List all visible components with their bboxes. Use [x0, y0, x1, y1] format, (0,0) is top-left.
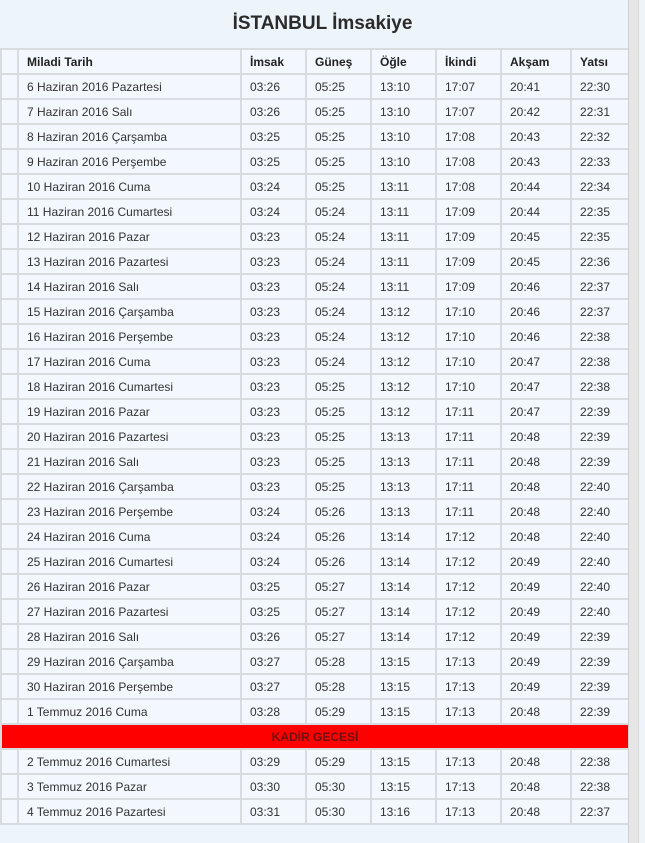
date-cell: 19 Haziran 2016 Pazar [18, 399, 241, 424]
imsak-time-cell: 03:24 [241, 174, 306, 199]
gunes-time-cell: 05:25 [306, 74, 371, 99]
imsak-time-cell: 03:26 [241, 74, 306, 99]
yatsi-time-cell: 22:39 [571, 699, 629, 724]
ogle-time-cell: 13:11 [371, 249, 436, 274]
ogle-time-cell: 13:15 [371, 674, 436, 699]
date-cell: 16 Haziran 2016 Perşembe [18, 324, 241, 349]
gunes-time-cell: 05:24 [306, 249, 371, 274]
ogle-time-cell: 13:14 [371, 549, 436, 574]
gunes-time-cell: 05:27 [306, 574, 371, 599]
aksam-time-cell: 20:49 [501, 549, 571, 574]
ikindi-time-cell: 17:09 [436, 249, 501, 274]
table-row [1, 524, 629, 549]
table-row [1, 799, 629, 824]
row-spacer-cell [1, 799, 18, 824]
imsak-time-cell: 03:23 [241, 399, 306, 424]
table-row [1, 374, 629, 399]
table-row [1, 199, 629, 224]
date-cell: 18 Haziran 2016 Cumartesi [18, 374, 241, 399]
page-title: İSTANBUL İmsakiye [0, 0, 645, 48]
imsak-time-cell: 03:23 [241, 324, 306, 349]
row-spacer-cell [1, 649, 18, 674]
imsak-time-cell: 03:24 [241, 524, 306, 549]
aksam-time-cell: 20:49 [501, 624, 571, 649]
ogle-time-cell: 13:12 [371, 349, 436, 374]
header-row [1, 49, 629, 74]
date-cell: 23 Haziran 2016 Perşembe [18, 499, 241, 524]
date-cell: 2 Temmuz 2016 Cumartesi [18, 749, 241, 774]
ogle-time-cell: 13:10 [371, 99, 436, 124]
date-cell: 21 Haziran 2016 Salı [18, 449, 241, 474]
yatsi-time-cell: 22:30 [571, 74, 629, 99]
ogle-time-cell: 13:13 [371, 424, 436, 449]
yatsi-time-cell: 22:39 [571, 449, 629, 474]
table-row [1, 124, 629, 149]
date-cell: 11 Haziran 2016 Cumartesi [18, 199, 241, 224]
date-cell: 3 Temmuz 2016 Pazar [18, 774, 241, 799]
yatsi-time-cell: 22:39 [571, 649, 629, 674]
aksam-time-cell: 20:46 [501, 299, 571, 324]
aksam-time-cell: 20:46 [501, 274, 571, 299]
ikindi-time-cell: 17:09 [436, 224, 501, 249]
ogle-time-cell: 13:10 [371, 124, 436, 149]
gunes-time-cell: 05:25 [306, 124, 371, 149]
imsak-time-cell: 03:27 [241, 649, 306, 674]
table-row [1, 699, 629, 724]
row-spacer-cell [1, 224, 18, 249]
row-spacer-cell [1, 274, 18, 299]
gunes-time-cell: 05:28 [306, 649, 371, 674]
yatsi-time-cell: 22:34 [571, 174, 629, 199]
row-spacer-cell [1, 524, 18, 549]
row-spacer-cell [1, 249, 18, 274]
gunes-time-cell: 05:27 [306, 624, 371, 649]
yatsi-time-cell: 22:37 [571, 799, 629, 824]
kadir-gecesi-banner: KADİR GECESİ [1, 724, 629, 749]
imsak-time-cell: 03:23 [241, 274, 306, 299]
ogle-time-cell: 13:14 [371, 599, 436, 624]
table-row [1, 574, 629, 599]
table-row [1, 99, 629, 124]
date-cell: 1 Temmuz 2016 Cuma [18, 699, 241, 724]
col-header-ogle: Öğle [371, 49, 436, 74]
ogle-time-cell: 13:12 [371, 324, 436, 349]
ogle-time-cell: 13:14 [371, 624, 436, 649]
table-row [1, 274, 629, 299]
date-cell: 14 Haziran 2016 Salı [18, 274, 241, 299]
aksam-time-cell: 20:44 [501, 199, 571, 224]
aksam-time-cell: 20:48 [501, 474, 571, 499]
yatsi-time-cell: 22:35 [571, 199, 629, 224]
row-spacer-cell [1, 74, 18, 99]
yatsi-time-cell: 22:38 [571, 774, 629, 799]
table-row [1, 424, 629, 449]
aksam-time-cell: 20:42 [501, 99, 571, 124]
aksam-time-cell: 20:48 [501, 799, 571, 824]
gunes-time-cell: 05:25 [306, 474, 371, 499]
yatsi-time-cell: 22:40 [571, 474, 629, 499]
date-cell: 26 Haziran 2016 Pazar [18, 574, 241, 599]
row-spacer-cell [1, 199, 18, 224]
gunes-time-cell: 05:25 [306, 99, 371, 124]
ikindi-time-cell: 17:11 [436, 474, 501, 499]
gunes-time-cell: 05:24 [306, 299, 371, 324]
imsak-time-cell: 03:29 [241, 749, 306, 774]
yatsi-time-cell: 22:39 [571, 624, 629, 649]
date-cell: 29 Haziran 2016 Çarşamba [18, 649, 241, 674]
ogle-time-cell: 13:10 [371, 74, 436, 99]
aksam-time-cell: 20:49 [501, 574, 571, 599]
ogle-time-cell: 13:13 [371, 499, 436, 524]
row-spacer-cell [1, 174, 18, 199]
yatsi-time-cell: 22:35 [571, 224, 629, 249]
date-cell: 25 Haziran 2016 Cumartesi [18, 549, 241, 574]
imsak-time-cell: 03:24 [241, 549, 306, 574]
row-spacer-cell [1, 549, 18, 574]
ikindi-time-cell: 17:08 [436, 124, 501, 149]
yatsi-time-cell: 22:40 [571, 549, 629, 574]
ikindi-time-cell: 17:11 [436, 449, 501, 474]
ogle-time-cell: 13:10 [371, 149, 436, 174]
ikindi-time-cell: 17:08 [436, 149, 501, 174]
ikindi-time-cell: 17:13 [436, 774, 501, 799]
gunes-time-cell: 05:26 [306, 499, 371, 524]
gunes-time-cell: 05:29 [306, 749, 371, 774]
row-spacer-cell [1, 474, 18, 499]
table-row [1, 299, 629, 324]
aksam-time-cell: 20:44 [501, 174, 571, 199]
gunes-time-cell: 05:25 [306, 149, 371, 174]
date-cell: 28 Haziran 2016 Salı [18, 624, 241, 649]
aksam-time-cell: 20:41 [501, 74, 571, 99]
yatsi-time-cell: 22:38 [571, 349, 629, 374]
yatsi-time-cell: 22:40 [571, 599, 629, 624]
col-header-ikindi: İkindi [436, 49, 501, 74]
row-spacer-cell [1, 699, 18, 724]
ikindi-time-cell: 17:11 [436, 499, 501, 524]
ikindi-time-cell: 17:13 [436, 799, 501, 824]
row-spacer-cell [1, 149, 18, 174]
row-spacer-cell [1, 674, 18, 699]
aksam-time-cell: 20:49 [501, 649, 571, 674]
gunes-time-cell: 05:24 [306, 324, 371, 349]
imsak-time-cell: 03:23 [241, 249, 306, 274]
date-cell: 13 Haziran 2016 Pazartesi [18, 249, 241, 274]
ogle-time-cell: 13:12 [371, 299, 436, 324]
aksam-time-cell: 20:43 [501, 124, 571, 149]
ikindi-time-cell: 17:09 [436, 274, 501, 299]
gunes-time-cell: 05:24 [306, 349, 371, 374]
gunes-time-cell: 05:27 [306, 599, 371, 624]
imsak-time-cell: 03:26 [241, 624, 306, 649]
ogle-time-cell: 13:16 [371, 799, 436, 824]
yatsi-time-cell: 22:32 [571, 124, 629, 149]
row-spacer-cell [1, 499, 18, 524]
yatsi-time-cell: 22:38 [571, 324, 629, 349]
gunes-time-cell: 05:29 [306, 699, 371, 724]
ogle-time-cell: 13:11 [371, 274, 436, 299]
table-row [1, 74, 629, 99]
date-cell: 22 Haziran 2016 Çarşamba [18, 474, 241, 499]
date-cell: 4 Temmuz 2016 Pazartesi [18, 799, 241, 824]
date-cell: 8 Haziran 2016 Çarşamba [18, 124, 241, 149]
aksam-time-cell: 20:43 [501, 149, 571, 174]
ikindi-time-cell: 17:10 [436, 299, 501, 324]
ogle-time-cell: 13:15 [371, 649, 436, 674]
imsak-time-cell: 03:26 [241, 99, 306, 124]
imsak-time-cell: 03:23 [241, 349, 306, 374]
date-cell: 7 Haziran 2016 Salı [18, 99, 241, 124]
aksam-time-cell: 20:48 [501, 449, 571, 474]
row-spacer-cell [1, 124, 18, 149]
ikindi-time-cell: 17:11 [436, 399, 501, 424]
gunes-time-cell: 05:26 [306, 524, 371, 549]
imsak-time-cell: 03:23 [241, 474, 306, 499]
row-spacer-cell [1, 574, 18, 599]
table-row [1, 449, 629, 474]
imsak-time-cell: 03:23 [241, 299, 306, 324]
gunes-time-cell: 05:28 [306, 674, 371, 699]
ikindi-time-cell: 17:12 [436, 549, 501, 574]
col-header-gunes: Güneş [306, 49, 371, 74]
imsak-time-cell: 03:30 [241, 774, 306, 799]
gunes-time-cell: 05:25 [306, 399, 371, 424]
ogle-time-cell: 13:15 [371, 699, 436, 724]
aksam-time-cell: 20:48 [501, 774, 571, 799]
gunes-time-cell: 05:24 [306, 224, 371, 249]
row-spacer-cell [1, 774, 18, 799]
ikindi-time-cell: 17:10 [436, 374, 501, 399]
gunes-time-cell: 05:25 [306, 449, 371, 474]
ogle-time-cell: 13:14 [371, 524, 436, 549]
gunes-time-cell: 05:30 [306, 799, 371, 824]
aksam-time-cell: 20:47 [501, 349, 571, 374]
ogle-time-cell: 13:11 [371, 199, 436, 224]
table-row [1, 774, 629, 799]
row-spacer-cell [1, 299, 18, 324]
imsak-time-cell: 03:28 [241, 699, 306, 724]
imsak-time-cell: 03:31 [241, 799, 306, 824]
imsak-time-cell: 03:27 [241, 674, 306, 699]
aksam-time-cell: 20:49 [501, 674, 571, 699]
table-row [1, 549, 629, 574]
ogle-time-cell: 13:12 [371, 374, 436, 399]
aksam-time-cell: 20:45 [501, 224, 571, 249]
ikindi-time-cell: 17:10 [436, 324, 501, 349]
ikindi-time-cell: 17:13 [436, 674, 501, 699]
yatsi-time-cell: 22:40 [571, 524, 629, 549]
ikindi-time-cell: 17:07 [436, 74, 501, 99]
ogle-time-cell: 13:13 [371, 474, 436, 499]
ikindi-time-cell: 17:08 [436, 174, 501, 199]
imsak-time-cell: 03:25 [241, 149, 306, 174]
yatsi-time-cell: 22:37 [571, 299, 629, 324]
gunes-time-cell: 05:25 [306, 374, 371, 399]
ikindi-time-cell: 17:12 [436, 599, 501, 624]
imsak-time-cell: 03:24 [241, 499, 306, 524]
imsak-time-cell: 03:23 [241, 374, 306, 399]
ogle-time-cell: 13:11 [371, 224, 436, 249]
gunes-time-cell: 05:25 [306, 424, 371, 449]
table-row [1, 149, 629, 174]
col-header-imsak: İmsak [241, 49, 306, 74]
ikindi-time-cell: 17:12 [436, 624, 501, 649]
col-header-yatsi: Yatsı [571, 49, 629, 74]
ikindi-time-cell: 17:09 [436, 199, 501, 224]
date-cell: 20 Haziran 2016 Pazartesi [18, 424, 241, 449]
row-spacer-cell [1, 749, 18, 774]
scrollbar-track[interactable] [628, 0, 639, 843]
ogle-time-cell: 13:15 [371, 749, 436, 774]
table-row [1, 474, 629, 499]
special-row [1, 724, 629, 749]
yatsi-time-cell: 22:40 [571, 499, 629, 524]
aksam-time-cell: 20:45 [501, 249, 571, 274]
aksam-time-cell: 20:48 [501, 524, 571, 549]
yatsi-time-cell: 22:31 [571, 99, 629, 124]
table-row [1, 174, 629, 199]
yatsi-time-cell: 22:38 [571, 749, 629, 774]
date-cell: 6 Haziran 2016 Pazartesi [18, 74, 241, 99]
ogle-time-cell: 13:14 [371, 574, 436, 599]
ikindi-time-cell: 17:07 [436, 99, 501, 124]
prayer-times-table [0, 48, 630, 825]
yatsi-time-cell: 22:39 [571, 674, 629, 699]
yatsi-time-cell: 22:36 [571, 249, 629, 274]
ikindi-time-cell: 17:12 [436, 524, 501, 549]
date-cell: 30 Haziran 2016 Perşembe [18, 674, 241, 699]
imsak-time-cell: 03:23 [241, 224, 306, 249]
ogle-time-cell: 13:15 [371, 774, 436, 799]
date-cell: 15 Haziran 2016 Çarşamba [18, 299, 241, 324]
table-row [1, 624, 629, 649]
yatsi-time-cell: 22:38 [571, 374, 629, 399]
gunes-time-cell: 05:25 [306, 174, 371, 199]
yatsi-time-cell: 22:39 [571, 424, 629, 449]
date-cell: 9 Haziran 2016 Perşembe [18, 149, 241, 174]
aksam-time-cell: 20:46 [501, 324, 571, 349]
imsak-time-cell: 03:25 [241, 124, 306, 149]
col-header-aksam: Akşam [501, 49, 571, 74]
table-row [1, 324, 629, 349]
row-spacer-cell [1, 449, 18, 474]
table-row [1, 349, 629, 374]
table-row [1, 599, 629, 624]
date-cell: 24 Haziran 2016 Cuma [18, 524, 241, 549]
date-cell: 27 Haziran 2016 Pazartesi [18, 599, 241, 624]
ikindi-time-cell: 17:10 [436, 349, 501, 374]
aksam-time-cell: 20:48 [501, 424, 571, 449]
ikindi-time-cell: 17:13 [436, 649, 501, 674]
table-row [1, 674, 629, 699]
date-cell: 12 Haziran 2016 Pazar [18, 224, 241, 249]
ikindi-time-cell: 17:12 [436, 574, 501, 599]
gunes-time-cell: 05:24 [306, 199, 371, 224]
ogle-time-cell: 13:13 [371, 449, 436, 474]
yatsi-time-cell: 22:33 [571, 149, 629, 174]
aksam-time-cell: 20:49 [501, 599, 571, 624]
ikindi-time-cell: 17:13 [436, 749, 501, 774]
row-spacer-cell [1, 624, 18, 649]
row-spacer-cell [1, 349, 18, 374]
table-row [1, 249, 629, 274]
table-row [1, 649, 629, 674]
ikindi-time-cell: 17:13 [436, 699, 501, 724]
gunes-time-cell: 05:30 [306, 774, 371, 799]
yatsi-time-cell: 22:40 [571, 574, 629, 599]
gunes-time-cell: 05:24 [306, 274, 371, 299]
aksam-time-cell: 20:47 [501, 374, 571, 399]
imsak-time-cell: 03:23 [241, 424, 306, 449]
date-cell: 17 Haziran 2016 Cuma [18, 349, 241, 374]
row-spacer-cell [1, 399, 18, 424]
row-spacer-cell [1, 374, 18, 399]
ikindi-time-cell: 17:11 [436, 424, 501, 449]
aksam-time-cell: 20:47 [501, 399, 571, 424]
aksam-time-cell: 20:48 [501, 499, 571, 524]
ogle-time-cell: 13:11 [371, 174, 436, 199]
col-header-date: Miladi Tarih [18, 49, 241, 74]
yatsi-time-cell: 22:37 [571, 274, 629, 299]
imsak-time-cell: 03:25 [241, 599, 306, 624]
row-spacer-cell [1, 599, 18, 624]
gunes-time-cell: 05:26 [306, 549, 371, 574]
header-spacer-cell [1, 49, 18, 74]
ogle-time-cell: 13:12 [371, 399, 436, 424]
imsak-time-cell: 03:24 [241, 199, 306, 224]
table-row [1, 399, 629, 424]
row-spacer-cell [1, 424, 18, 449]
row-spacer-cell [1, 99, 18, 124]
row-spacer-cell [1, 324, 18, 349]
yatsi-time-cell: 22:39 [571, 399, 629, 424]
date-cell: 10 Haziran 2016 Cuma [18, 174, 241, 199]
imsak-time-cell: 03:25 [241, 574, 306, 599]
imsak-time-cell: 03:23 [241, 449, 306, 474]
aksam-time-cell: 20:48 [501, 699, 571, 724]
aksam-time-cell: 20:48 [501, 749, 571, 774]
table-row [1, 499, 629, 524]
table-row [1, 749, 629, 774]
table-row [1, 224, 629, 249]
